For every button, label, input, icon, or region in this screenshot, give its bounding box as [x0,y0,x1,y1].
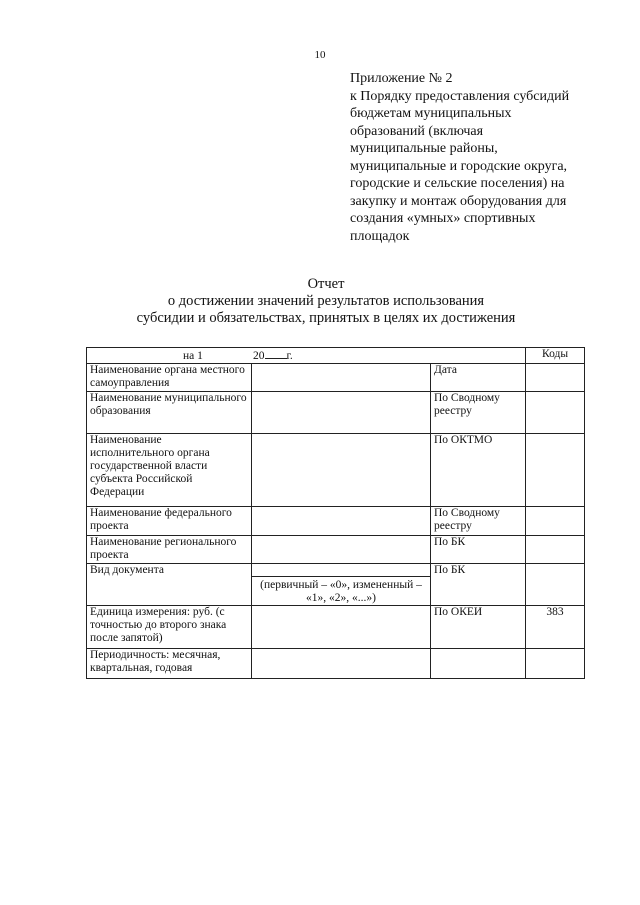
row-label: Единица измерения: руб. (с точностью до второго знака после запятой) [87,606,252,649]
row-code-label: По Сводному реестру [431,391,526,433]
row-code-value [526,433,585,506]
report-table [86,347,585,679]
date-prefix: на 1 [183,350,203,362]
row-label: Наименование исполнительного органа государственной власти субъекта Российской Федерации [87,433,252,506]
appendix-line: бюджетам муниципальных [350,106,512,121]
row-label: Наименование муниципального образования [87,391,252,433]
row-label: Наименование федерального проекта [87,506,252,535]
row-code-label: По ОКЕИ [431,606,526,649]
codes-header: Коды [526,348,585,364]
row-code-value [526,649,585,679]
title-line: Отчет [307,276,345,292]
row-value [252,433,431,506]
row-code-value: 383 [526,606,585,649]
table-header-row [87,348,585,364]
appendix-line: закупку и монтаж оборудования для [350,193,567,209]
table-row [87,563,585,605]
report-date-cell [87,348,526,364]
appendix-line: муниципальные районы, [350,141,498,156]
appendix-block [350,70,600,245]
appendix-line: создания «умных» спортивных [350,211,536,226]
page-number: 10 [314,49,326,61]
appendix-line: муниципальные и городские округа, [350,158,568,174]
table-row [87,506,585,535]
row-code-label: Дата [431,364,526,391]
table-row [87,364,585,391]
row-code-value [526,364,585,391]
table-row [87,433,585,506]
title-line: о достижении значений результатов использования [167,293,485,309]
title-line: субсидии и обязательствах, принятых в целях их достижения [136,310,516,326]
row-code-label: По Сводному реестру [431,506,526,535]
row-value [252,563,431,605]
row-value [252,364,431,391]
table-row [87,649,585,679]
report-title [0,276,640,327]
year-prefix: 20 [253,350,265,362]
row-code-value [526,563,585,605]
row-value [252,535,431,563]
year-blank [265,348,287,359]
appendix-line: к Порядку предоставления субсидий [350,88,570,104]
row-code-label: По БК [431,563,526,605]
row-label: Наименование органа местного самоуправления [87,364,252,391]
appendix-line: городские и сельские поселения) на [350,176,565,191]
row-label: Вид документа [87,563,252,605]
row-value [252,506,431,535]
row-value [252,391,431,433]
row-label: Периодичность: месячная, квартальная, годовая [87,649,252,679]
document-type-note: (первичный – «0», измененный – «1», «2», «...») [252,576,430,605]
row-value [252,606,431,649]
row-code-value [526,535,585,563]
table-row [87,535,585,563]
row-code-value [526,506,585,535]
row-code-value [526,391,585,433]
appendix-line: Приложение № 2 [350,71,453,86]
table-row [87,391,585,433]
appendix-line: площадок [350,228,410,244]
row-value [252,649,431,679]
row-code-label: По ОКТМО [431,433,526,506]
row-code-label [431,649,526,679]
year-suffix: г. [286,350,293,362]
row-code-label: По БК [431,535,526,563]
appendix-line: образований (включая [350,123,484,139]
row-label: Наименование регионального проекта [87,535,252,563]
table-row [87,606,585,649]
